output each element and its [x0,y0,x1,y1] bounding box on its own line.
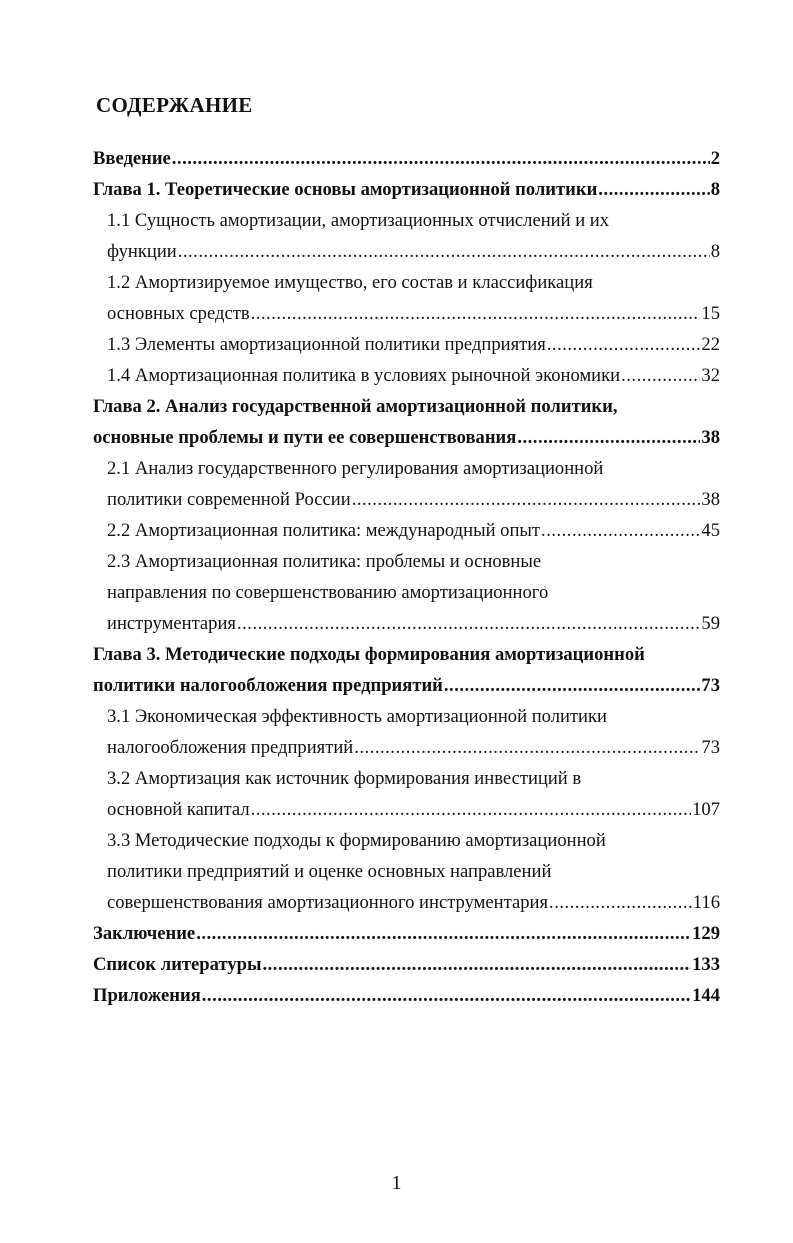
toc-entry-conclusion [93,918,720,949]
dot-leader [541,515,700,546]
toc-entry-section-2-3-line-3 [93,608,720,639]
toc-entry-label: основных средств [107,303,250,324]
dot-leader [202,980,691,1011]
toc-entry-section-3-1-line-1 [93,701,720,732]
dot-leader [196,918,691,949]
page-title: СОДЕРЖАНИЕ [96,93,253,117]
toc-entry-label: Список литературы [93,954,262,975]
toc-page-number: 2 [710,148,720,169]
dot-leader [549,887,692,918]
toc-entry-label: 2.3 Амортизационная политика: проблемы и основные [107,551,542,572]
toc-entry-label: направления по совершенствованию амортизационного [107,582,549,603]
toc-entry-label: 1.3 Элементы амортизационной политики предприятия [107,334,546,355]
toc-entry-label: Глава 3. Методические подходы формирования амортизационной [93,644,645,665]
toc-entry-label: 2.2 Амортизационная политика: международный опыт [107,520,541,541]
toc-entry-section-3-2-line-2 [93,794,720,825]
toc-entry-section-3-2-line-1 [93,763,720,794]
toc-entry-section-2-2 [93,515,720,546]
toc-page-number: 73 [701,737,720,758]
dot-leader [251,794,692,825]
toc-entry-label: 3.3 Методические подходы к формированию амортизационной [107,830,606,851]
toc-entry-section-1-2-line-2 [93,298,720,329]
toc-entry-label: 3.2 Амортизация как источник формирования инвестиций в [107,768,582,789]
toc-entry-references [93,949,720,980]
toc-entry-label: Глава 2. Анализ государственной амортизационной политики, [93,396,618,417]
toc-entry-introduction [93,143,720,174]
toc-page-number: 129 [692,923,720,944]
toc-page-number: 45 [701,520,720,541]
toc-entry-section-3-3-line-2 [93,856,720,887]
dot-leader [251,298,701,329]
dot-leader [444,670,701,701]
toc-entry-chapter-3-line-2 [93,670,720,701]
toc-entry-section-2-1-line-1 [93,453,720,484]
toc-entry-section-1-4 [93,360,720,391]
toc-entry-label: политики налогообложения предприятий [93,675,443,696]
toc-entry-label: инструментария [107,613,236,634]
toc-entry-label: основные проблемы и пути ее совершенствования [93,427,517,448]
dot-leader [352,484,701,515]
toc-page-number: 15 [701,303,720,324]
toc-page-number: 133 [692,954,720,975]
dot-leader [354,732,700,763]
toc-page-number: 116 [692,892,720,913]
dot-leader [263,949,692,980]
toc-entry-label: 3.1 Экономическая эффективность амортизационной политики [107,706,607,727]
dot-leader [598,174,709,205]
toc-page-number: 22 [701,334,720,355]
toc-entry-section-1-3 [93,329,720,360]
toc-entry-chapter-3-line-1 [93,639,720,670]
toc-entry-label: 1.4 Амортизационная политика в условиях рыночной экономики [107,365,621,386]
toc-entry-section-3-1-line-2 [93,732,720,763]
dot-leader [237,608,700,639]
toc-entry-label: Глава 1. Теоретические основы амортизационной политики [93,179,598,200]
toc-page-number: 59 [701,613,720,634]
toc-entry-label: политики предприятий и оценке основных направлений [107,861,552,882]
page-number: 1 [391,1172,402,1194]
dot-leader [517,422,700,453]
toc-entry-label: Введение [93,148,171,169]
toc-page-number: 107 [692,799,720,820]
toc-entry-label: 1.1 Сущность амортизации, амортизационных отчислений и их [107,210,610,231]
toc-entry-label: функции [107,241,177,262]
toc-entry-label: Заключение [93,923,196,944]
toc-page-number: 144 [692,985,720,1006]
toc-entry-label: 2.1 Анализ государственного регулирования амортизационной [107,458,604,479]
toc-entry-section-3-3-line-3 [93,887,720,918]
toc-entry-section-2-1-line-2 [93,484,720,515]
dot-leader [178,236,710,267]
toc-entry-section-3-3-line-1 [93,825,720,856]
toc-page-number: 38 [701,427,720,448]
toc-page-number: 73 [701,675,720,696]
dot-leader [621,360,700,391]
toc-page-number: 38 [701,489,720,510]
toc-entry-label: налогообложения предприятий [107,737,354,758]
table-of-contents [93,143,720,1011]
toc-entry-section-1-2-line-1 [93,267,720,298]
toc-page-number: 8 [710,179,720,200]
toc-entry-label: политики современной России [107,489,351,510]
dot-leader [547,329,701,360]
toc-entry-appendices [93,980,720,1011]
toc-entry-section-1-1-line-2 [93,236,720,267]
toc-entry-section-2-3-line-2 [93,577,720,608]
toc-page-number: 8 [710,241,720,262]
toc-entry-label: 1.2 Амортизируемое имущество, его состав и классификация [107,272,593,293]
toc-entry-chapter-1 [93,174,720,205]
dot-leader [172,143,710,174]
toc-entry-label: совершенствования амортизационного инструментария [107,892,549,913]
toc-entry-chapter-2-line-2 [93,422,720,453]
toc-entry-label: Приложения [93,985,201,1006]
toc-page-number: 32 [701,365,720,386]
toc-entry-section-2-3-line-1 [93,546,720,577]
toc-entry-section-1-1-line-1 [93,205,720,236]
toc-entry-chapter-2-line-1 [93,391,720,422]
toc-entry-label: основной капитал [107,799,250,820]
